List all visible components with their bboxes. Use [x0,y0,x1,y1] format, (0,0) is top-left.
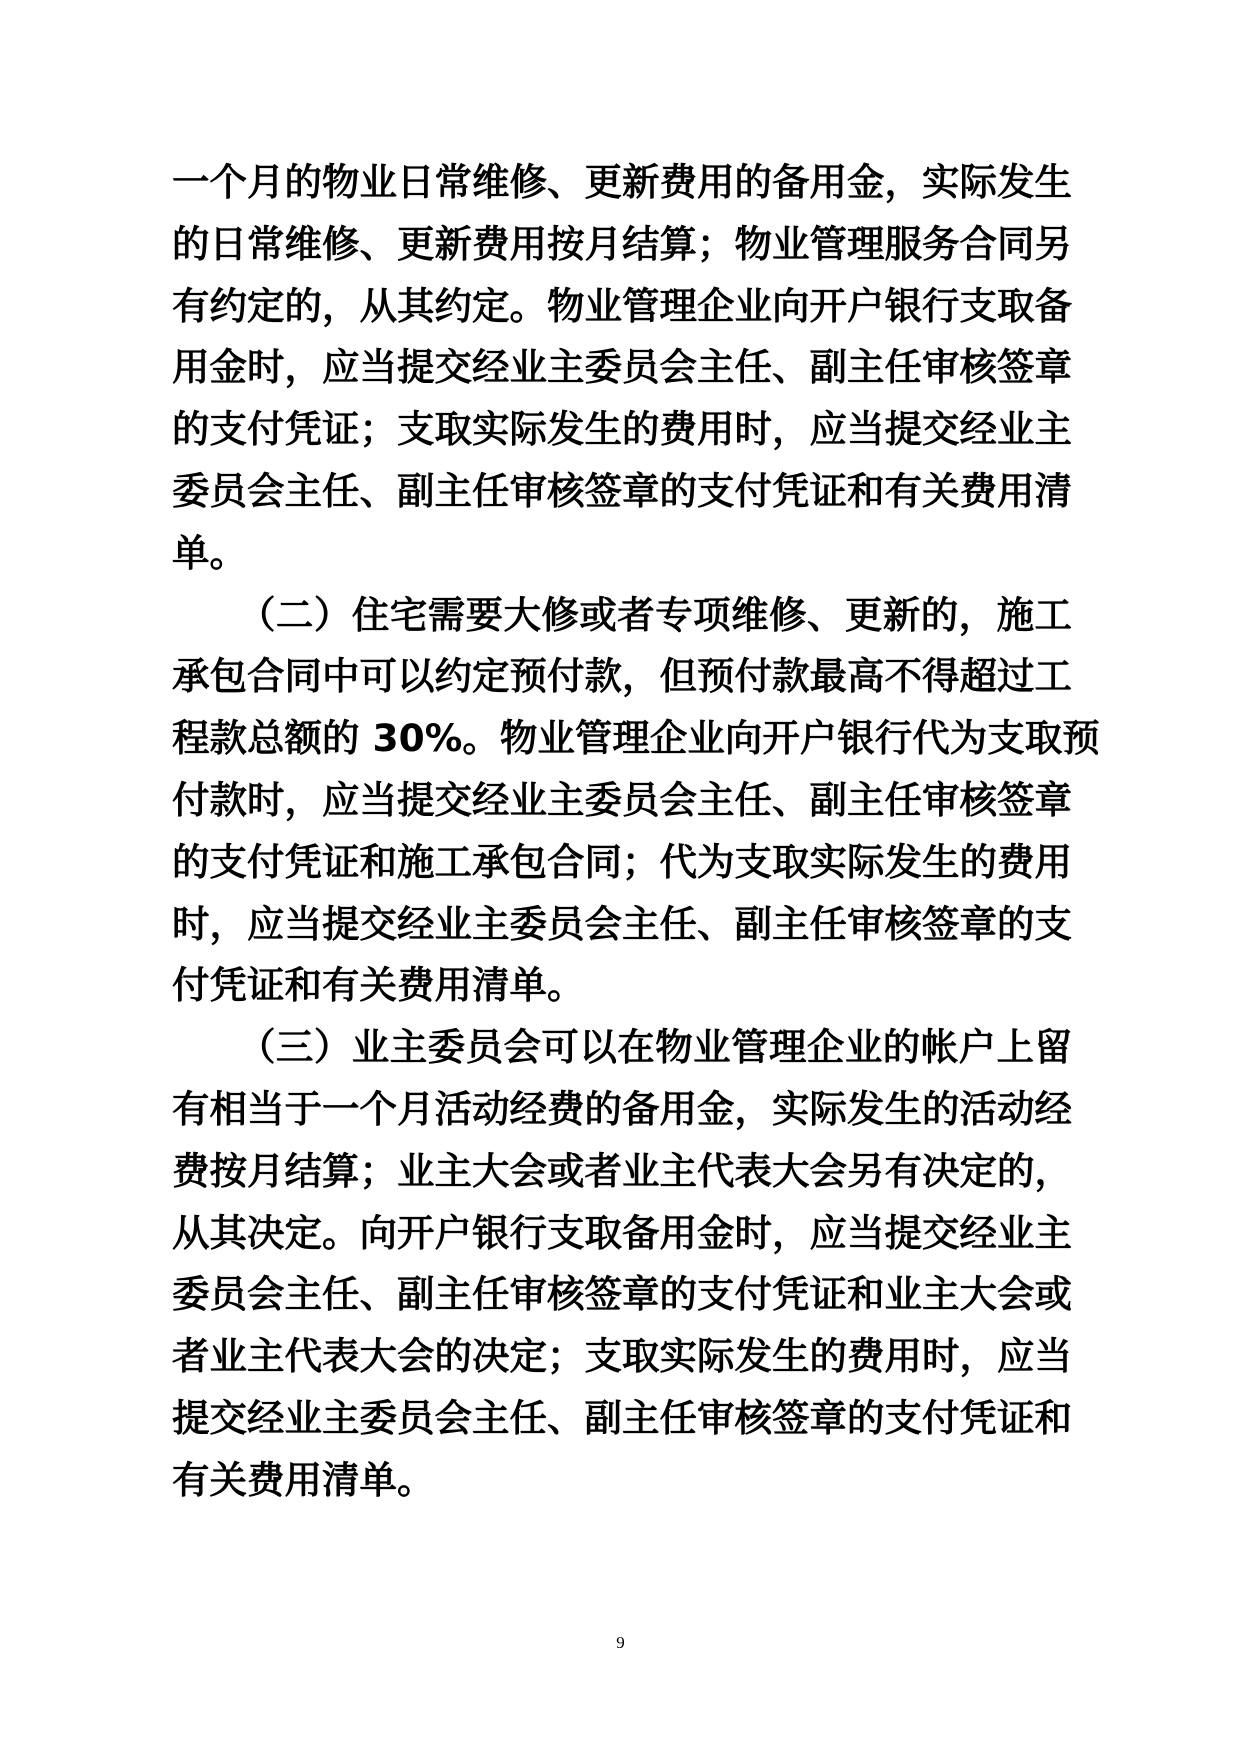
text-line: 用金时，应当提交经业主委员会主任、副主任审核签章 [172,345,1072,390]
text-line: 委员会主任、副主任审核签章的支付凭证和有关费用清 [172,468,1072,513]
text-line: 提交经业主委员会主任、副主任审核签章的支付凭证和 [172,1395,1072,1440]
text-line: 费按月结算；业主大会或者业主代表大会另有决定的， [172,1148,1072,1193]
text-line: 从其决定。向开户银行支取备用金时，应当提交经业主 [172,1210,1072,1255]
text-line: 的日常维修、更新费用按月结算；物业管理服务合同另 [172,221,1072,266]
text-line: （三）业主委员会可以在物业管理企业的帐户上留 [238,1025,1072,1070]
text-line: 付凭证和有关费用清单。 [172,963,585,1008]
text-line: 有相当于一个月活动经费的备用金，实际发生的活动经 [172,1086,1072,1131]
text-line: 一个月的物业日常维修、更新费用的备用金，实际发生 [172,160,1072,204]
text-line: 时，应当提交经业主委员会主任、副主任审核签章的支 [172,901,1072,946]
text-line: 有关费用清单。 [172,1457,435,1502]
text-line: 单。 [172,530,247,575]
text-line: 委员会主任、副主任审核签章的支付凭证和业主大会或 [172,1272,1072,1317]
text-line: 者业主代表大会的决定；支取实际发生的费用时，应当 [172,1334,1072,1379]
page-number: 9 [616,1633,625,1652]
text-line: 的支付凭证；支取实际发生的费用时，应当提交经业主 [172,407,1072,452]
text-line: 付款时，应当提交经业主委员会主任、副主任审核签章 [172,777,1072,822]
text-line: （二）住宅需要大修或者专项维修、更新的，施工 [238,592,1072,637]
text-line: 的支付凭证和施工承包合同；代为支取实际发生的费用 [172,839,1072,884]
text-line: 承包合同中可以约定预付款，但预付款最高不得超过工 [172,654,1072,699]
text-line: 程款总额的 30%。物业管理企业向开户银行代为支取预 [172,716,1100,761]
body-text [172,152,1100,1512]
text-line: 有约定的，从其约定。物业管理企业向开户银行支取备 [172,283,1072,328]
